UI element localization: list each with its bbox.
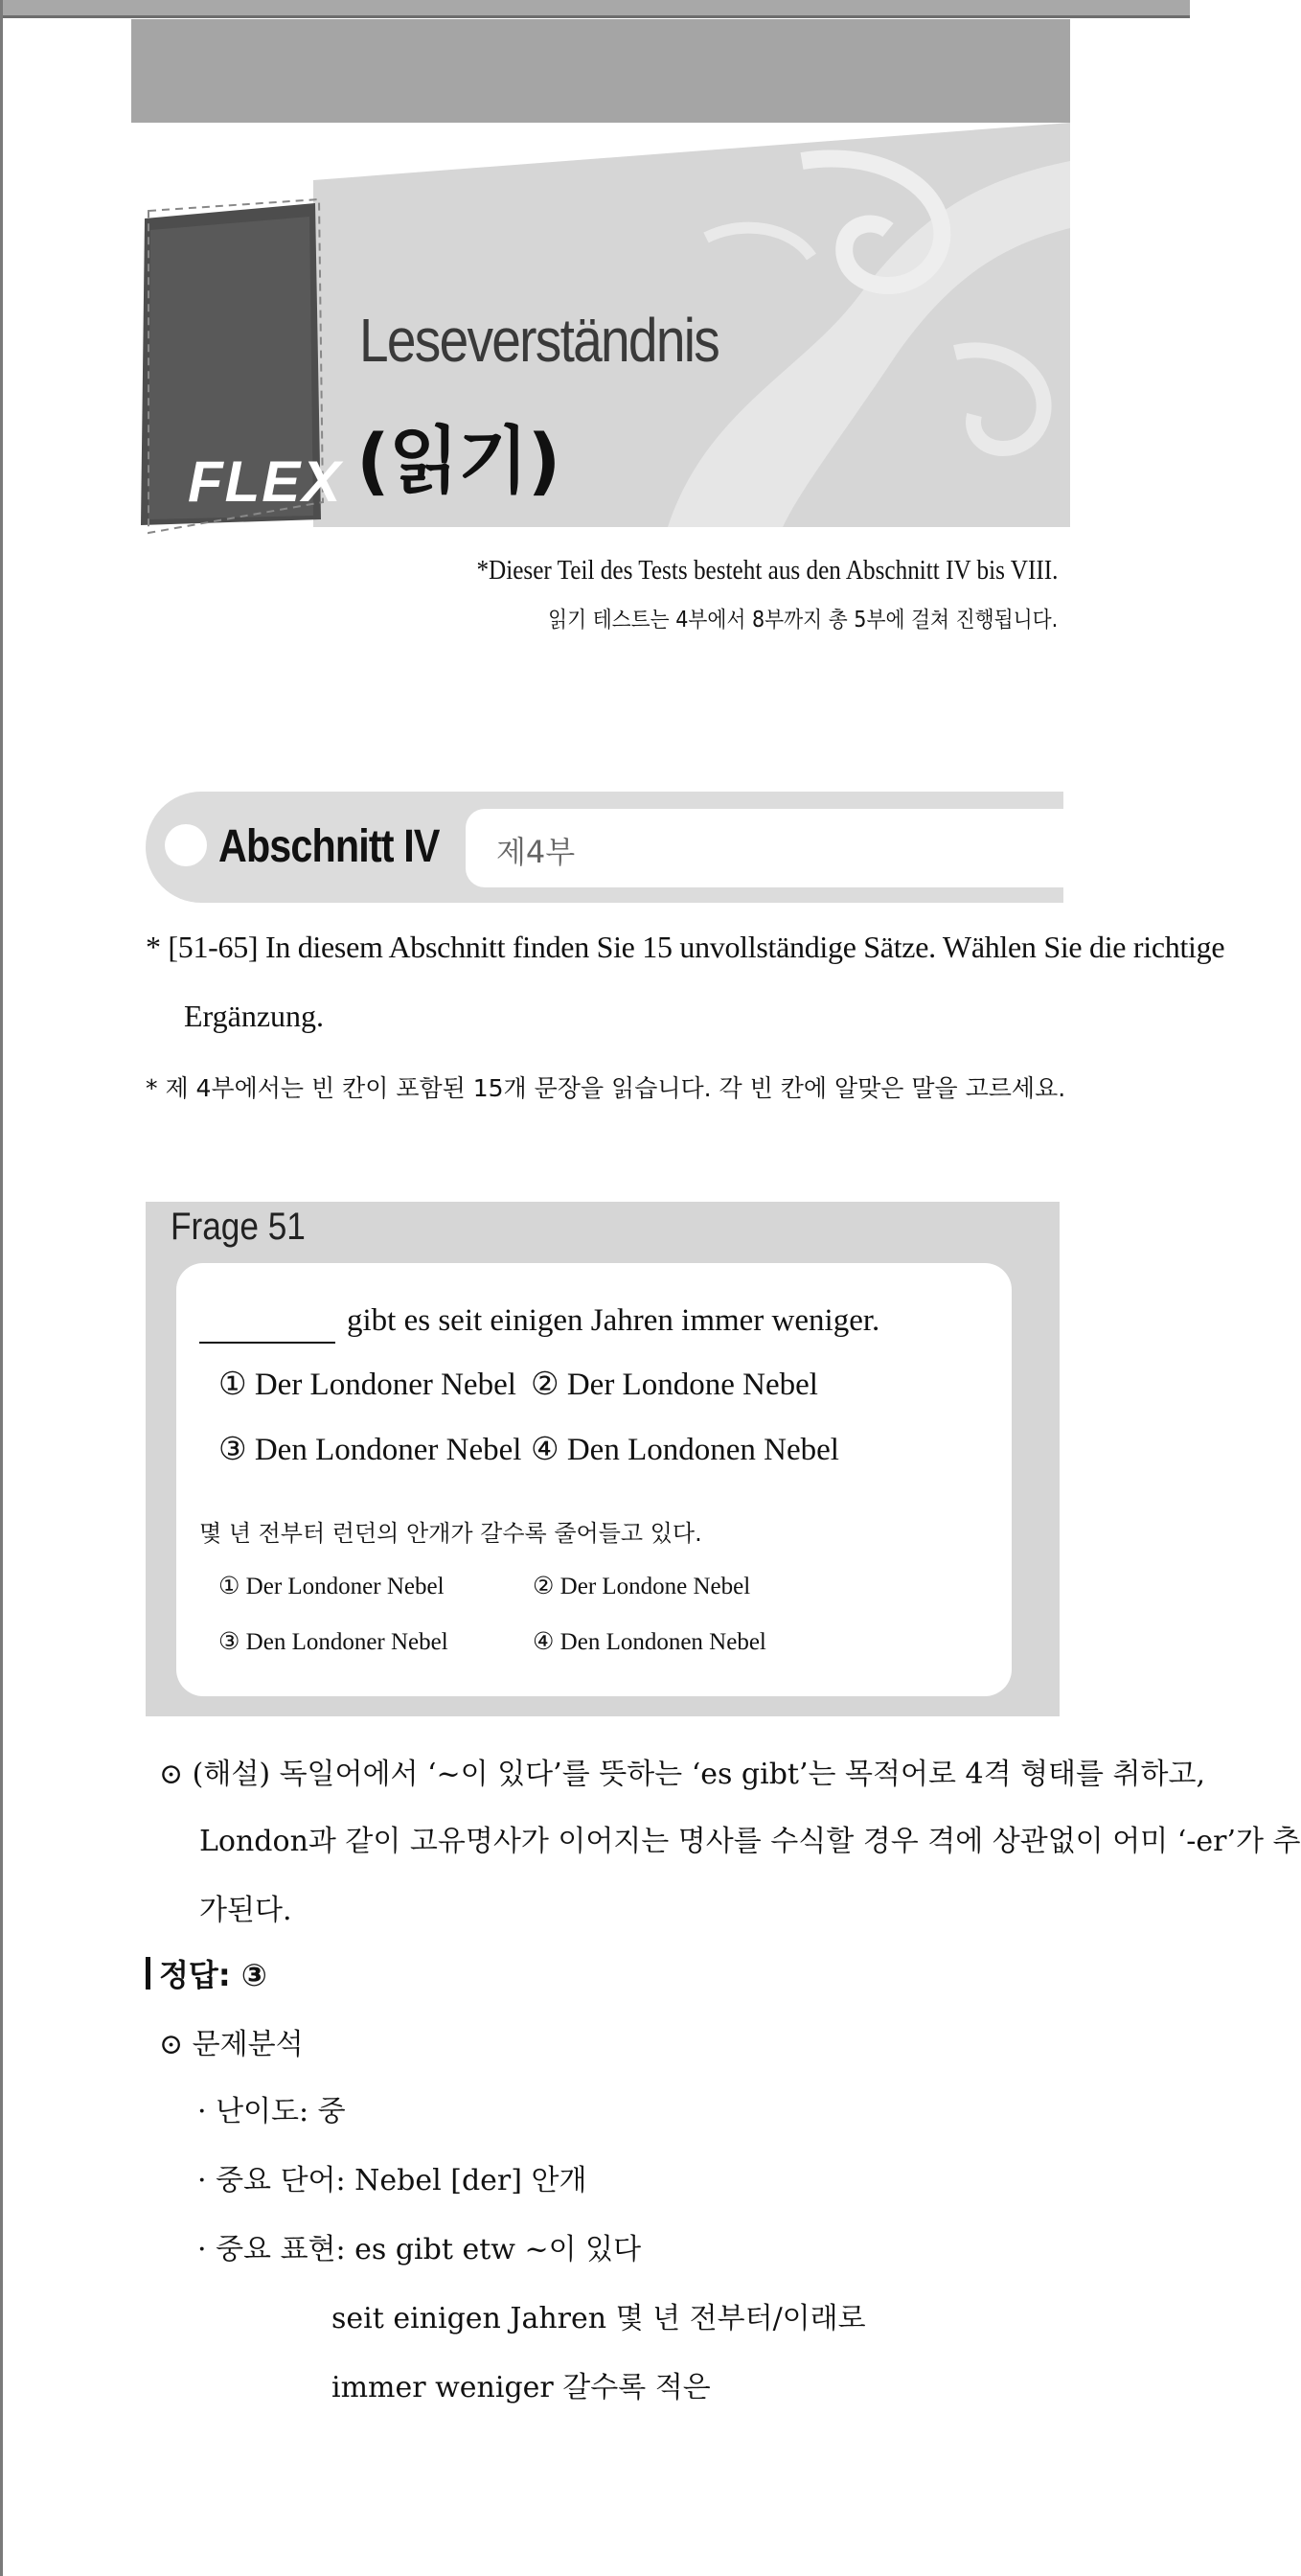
answer-marker (146, 1957, 150, 1990)
page-title: Leseverständnis (359, 306, 719, 375)
korean-option-3: ③ Den Londoner Nebel (218, 1629, 448, 1655)
intro-line-ko: 읽기 테스트는 4부에서 8부까지 총 5부에 걸쳐 진행됩니다. (547, 608, 1058, 632)
instruction-ko: * 제 4부에서는 빈 칸이 포함된 15개 문장을 읽습니다. 각 빈 칸에 알맞은 말을 고르세요. (146, 1074, 1066, 1102)
explanation-line-1: ⊙ (해설) 독일어에서 ‘~이 있다’를 뜻하는 ‘es gibt’는 목적어로 4격 형태를 취하고, (159, 1758, 1206, 1791)
analysis-expression-2: seit einigen Jahren 몇 년 전부터/이래로 (331, 2302, 866, 2335)
instruction-de-2: Ergänzung. (184, 999, 325, 1033)
question-korean-sentence: 몇 년 전부터 런던의 안개가 갈수록 줄어들고 있다. (199, 1520, 702, 1547)
top-rule (0, 0, 1190, 18)
option-4[interactable]: ④ Den Londonen Nebel (531, 1433, 839, 1467)
analysis-expression-3: immer weniger 갈수록 적은 (331, 2371, 711, 2404)
section-korean-label: 제4부 (496, 834, 576, 870)
option-3[interactable]: ③ Den Londoner Nebel (218, 1433, 522, 1467)
answer-label: 정답: ③ (159, 1957, 267, 1993)
korean-option-2: ② Der Londone Nebel (533, 1574, 751, 1599)
section-title: Abschnitt IV (218, 821, 440, 872)
left-rule (0, 0, 3, 2576)
korean-option-4: ④ Den Londonen Nebel (533, 1629, 766, 1655)
instruction-de-1: * [51-65] In diesem Abschnitt finden Sie 15 unvollständige Sätze. Wählen Sie die richtige (146, 930, 1225, 964)
header-gray-strip (131, 19, 1070, 123)
option-1[interactable]: ① Der Londoner Nebel (218, 1368, 516, 1402)
intro-line-de: *Dieser Teil des Tests besteht aus den Abschnitt IV bis VIII. (475, 556, 1058, 586)
answer-blank (199, 1342, 335, 1344)
explanation-line-3: 가된다. (199, 1894, 292, 1927)
question-sentence: gibt es seit einigen Jahren immer weniger. (347, 1303, 880, 1338)
analysis-expression: · 중요 표현: es gibt etw ~이 있다 (197, 2233, 642, 2266)
analysis-vocab: · 중요 단어: Nebel [der] 안개 (197, 2164, 587, 2197)
page-subtitle: (읽기) (356, 418, 560, 503)
korean-option-1: ① Der Londoner Nebel (218, 1574, 445, 1599)
flex-logo-word: FLEX (188, 449, 343, 514)
option-2[interactable]: ② Der Londone Nebel (531, 1368, 818, 1402)
analysis-heading: ⊙ 문제분석 (159, 2028, 304, 2061)
explanation-line-2: London과 같이 고유명사가 이어지는 명사를 수식할 경우 격에 상관없이 어미 ‘-er’가 추 (199, 1825, 1301, 1858)
section-bullet (165, 824, 207, 866)
question-label: Frage 51 (171, 1206, 306, 1248)
analysis-difficulty: · 난이도: 중 (197, 2095, 346, 2128)
